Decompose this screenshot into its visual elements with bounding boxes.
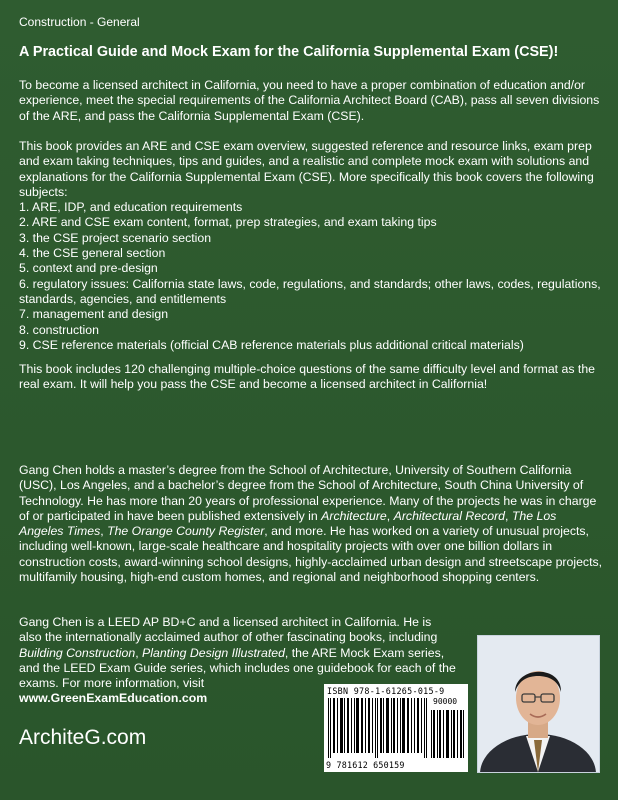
category-label: Construction - General (19, 15, 140, 29)
author-photo (477, 635, 600, 773)
intro-paragraph: To become a licensed architect in California, you need to have a proper combination of education and/or experience, meet the special requirements of the California Architect Board (CAB), pass all seven divisions of the ARE, and pass the California Supplemental Exam (CSE). (19, 78, 600, 123)
ean-number: 9 781612 650159 (326, 760, 405, 770)
barcode-bars (328, 698, 428, 758)
list-item: 9. CSE reference materials (official CAB reference materials plus additional critical materials) (19, 337, 524, 352)
publication-title: The Los Angeles Times (19, 508, 557, 539)
isbn-barcode (324, 684, 468, 772)
author-paragraph: Gang Chen is a LEED AP BD+C and a licensed architect in California. He is also the internationally acclaimed author of other fascinating books, including Building Construction, Planting Design Illustrated, the ARE Mock Exam series, and the LEED Exam Guide series, which includes one guidebook for each of the exams. For more information, visit www.GreenExamEducation.com (19, 615, 456, 706)
author-portrait (478, 636, 599, 772)
price-code: 90000 (433, 697, 458, 706)
list-item: 3. the CSE project scenario section (19, 230, 212, 245)
publication-title: Architecture (321, 508, 387, 523)
publication-title: Architectural Record (393, 508, 506, 523)
book-title: Building Construction (19, 645, 136, 660)
book-title: Planting Design Illustrated (142, 645, 285, 660)
overview-paragraph: This book provides an ARE and CSE exam overview, suggested reference and resource links, exam prep and exam taking techniques, tips and guides, and a realistic and complete mock exam with solutions and explanations for the California Supplemental Exam (CSE). More specifically this book covers the following subjects: (19, 139, 594, 199)
publication-title: The Orange County Register (107, 524, 265, 539)
overview-section (19, 139, 603, 353)
isbn-text: ISBN 978-1-61265-015-9 (327, 686, 445, 696)
addon-bars (431, 710, 465, 758)
list-item: 5. context and pre-design (19, 261, 158, 276)
list-item: 6. regulatory issues: California state laws, code, regulations, and standards; other laws, codes, regulations, standards, agencies, and entitlements (19, 276, 601, 306)
list-item: 7. management and design (19, 307, 169, 322)
list-item: 4. the CSE general section (19, 246, 166, 261)
bio-paragraph: Gang Chen holds a master’s degree from the School of Architecture, University of Southern California (USC), Los Angeles, and a bachelor’s degree from the School of Architecture, South China University of Technology. He has more than 20 years of professional experience. Many of the projects he was in charge of or participated in have been published extensively in Architecture, Architectural Record, The Los Angeles Times, The Orange County Register, and more. He has worked on a variety of unusual projects, including well-known, large-scale healthcare and hospitality projects with over one billion dollars in construction costs, award-winning school designs, highly-acclaimed urban design and streetscape projects, multifamily housing, high-end custom homes, and regional and neighborhood shopping centers. (19, 463, 603, 585)
subjects-list (19, 200, 603, 353)
list-item: 2. ARE and CSE exam content, format, prep strategies, and exam taking tips (19, 215, 437, 230)
closing-paragraph: This book includes 120 challenging multiple-choice questions of the same difficulty level and format as the real exam. It will help you pass the CSE and become a licensed architect in California! (19, 362, 596, 392)
list-item: 1. ARE, IDP, and education requirements (19, 200, 243, 215)
page-title: A Practical Guide and Mock Exam for the California Supplemental Exam (CSE)! (19, 44, 559, 60)
publisher-website[interactable]: ArchiteG.com (19, 726, 147, 749)
website-link[interactable]: www.GreenExamEducation.com (19, 691, 208, 706)
list-item: 8. construction (19, 322, 99, 337)
